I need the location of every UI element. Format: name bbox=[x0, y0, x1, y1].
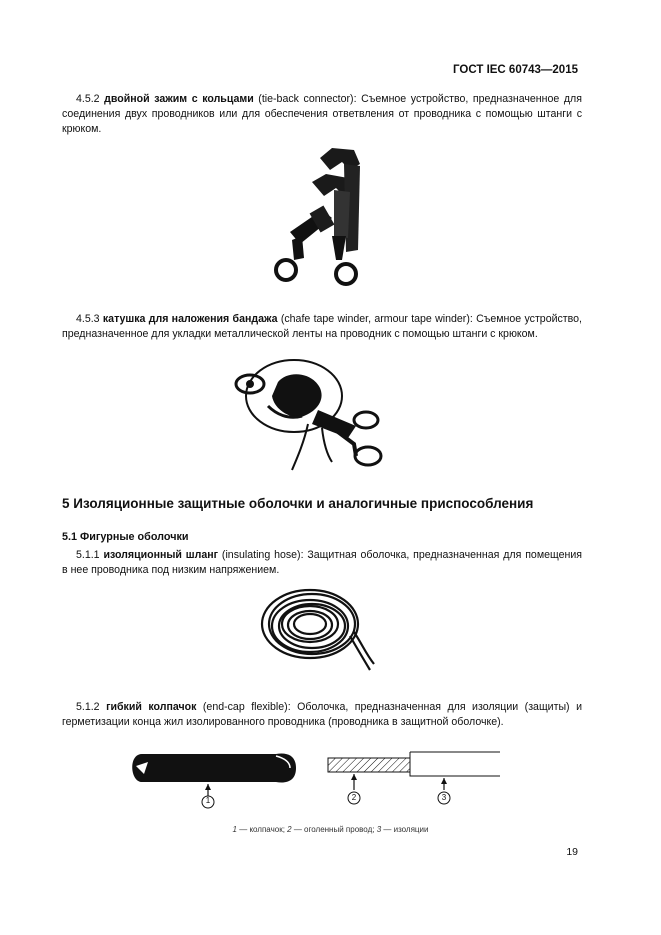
clause-number: 5.1.2 bbox=[76, 701, 100, 713]
definition: (end-cap flexible): Оболочка, предназначенная для изоляции (защиты) и герметизации конца жил изолированного проводника (проводника в защитной оболочке). bbox=[62, 701, 582, 729]
label-2: 2 bbox=[351, 793, 357, 802]
page-number: 19 bbox=[566, 846, 578, 858]
paragraph-4-5-3 bbox=[62, 312, 582, 342]
clause-number: 4.5.3 bbox=[76, 313, 100, 325]
definition: (insulating hose): Защитная оболочка, предназначенная для помещения в нее проводника под низким напряжением. bbox=[62, 549, 582, 577]
definition: (chafe tape winder, armour tape winder): Съемное устройство, предназначенное для укладки металлической ленты на проводник с помощью штанги с крюком. bbox=[62, 313, 583, 341]
section-heading: 5 Изоляционные защитные оболочки и аналогичные приспособления bbox=[62, 496, 534, 511]
clause-number: 5.1.1 bbox=[76, 549, 100, 561]
paragraph-5-1-2 bbox=[62, 700, 582, 730]
tie-back-connector-drawing bbox=[262, 140, 372, 290]
subsection-heading: 5.1 Фигурные оболочки bbox=[62, 531, 189, 543]
clause-number: 4.5.2 bbox=[76, 93, 100, 105]
term: катушка для наложения бандажа bbox=[102, 313, 278, 325]
label-1: 1 bbox=[205, 796, 211, 805]
paragraph-4-5-2 bbox=[62, 92, 582, 138]
tape-winder-drawing bbox=[228, 352, 388, 477]
bare-wire-drawing bbox=[324, 748, 504, 812]
figure-caption: 1 — колпачок; 2 — оголенный провод; 3 — изоляции bbox=[232, 825, 429, 834]
term: гибкий колпачок bbox=[106, 701, 197, 713]
paragraph-5-1-1 bbox=[62, 548, 582, 578]
insulating-hose-drawing bbox=[258, 584, 378, 676]
term: двойной зажим с кольцами bbox=[104, 93, 254, 105]
label-3: 3 bbox=[441, 793, 447, 802]
definition: (tie-back connector): Съемное устройство, предназначенное для соединения двух проводников или для обеспечения ответвления от проводника с помощью штанги с крюком. bbox=[62, 93, 582, 136]
document-header: ГОСТ IEC 60743—2015 bbox=[453, 64, 578, 76]
term: изоляционный шланг bbox=[103, 549, 219, 561]
end-cap-drawing bbox=[126, 742, 306, 812]
